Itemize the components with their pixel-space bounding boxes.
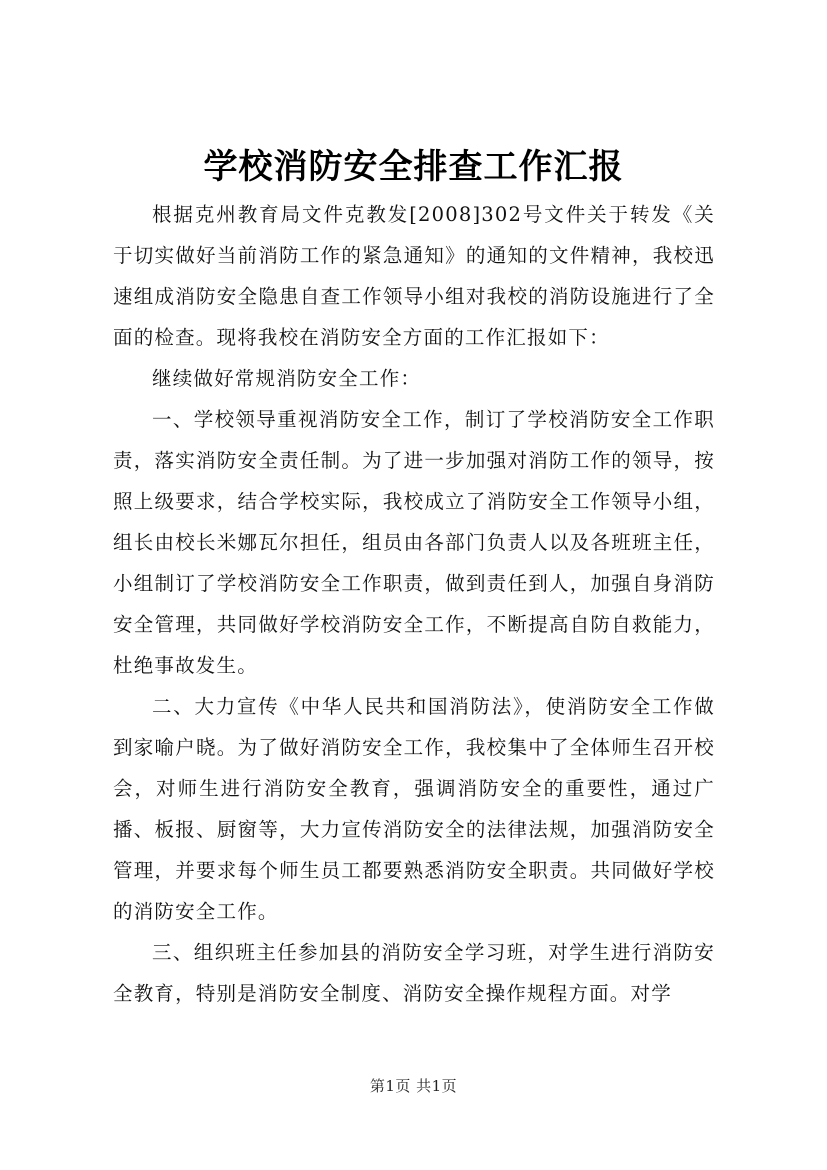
document-body bbox=[113, 194, 715, 1014]
page-number-footer: 第1页 共1页 bbox=[369, 1077, 458, 1095]
paragraph-section-three: 三、组织班主任参加县的消防安全学习班，对学生进行消防安全教育，特别是消防安全制度、消防安全操作规程方面。对学 bbox=[113, 941, 715, 1005]
paragraph-section-one: 一、学校领导重视消防安全工作，制订了学校消防安全工作职责，落实消防安全责任制。为了进一步加强对消防工作的领导，按照上级要求，结合学校实际，我校成立了消防安全工作领导小组，组长由校长米娜瓦尔担任，组员由各部门负责人以及各班班主任，小组制订了学校消防安全工作职责，做到责任到人，加强自身消防安全管理，共同做好学校消防安全工作，不断提高自防自救能力，杜绝事故发生。 bbox=[113, 408, 715, 677]
paragraph-routine-work: 继续做好常规消防安全工作： bbox=[152, 367, 422, 390]
paragraph-section-two: 二、大力宣传《中华人民共和国消防法》，使消防安全工作做到家喻户晓。为了做好消防安全工作，我校集中了全体师生召开校会，对师生进行消防安全教育，强调消防安全的重要性，通过广播、板报、厨窗等，大力宣传消防安全的法律法规，加强消防安全管理，并要求每个师生员工都要熟悉消防安全职责。共同做好学校的消防安全工作。 bbox=[113, 695, 715, 923]
document-title: 学校消防安全排查工作汇报 bbox=[203, 147, 624, 187]
paragraph-intro: 根据克州教育局文件克教发[2008]302号文件关于转发《关于切实做好当前消防工作的紧急通知》的通知的文件精神，我校迅速组成消防安全隐患自查工作领导小组对我校的消防设施进行了全面的检查。现将我校在消防安全方面的工作汇报如下： bbox=[113, 203, 715, 349]
